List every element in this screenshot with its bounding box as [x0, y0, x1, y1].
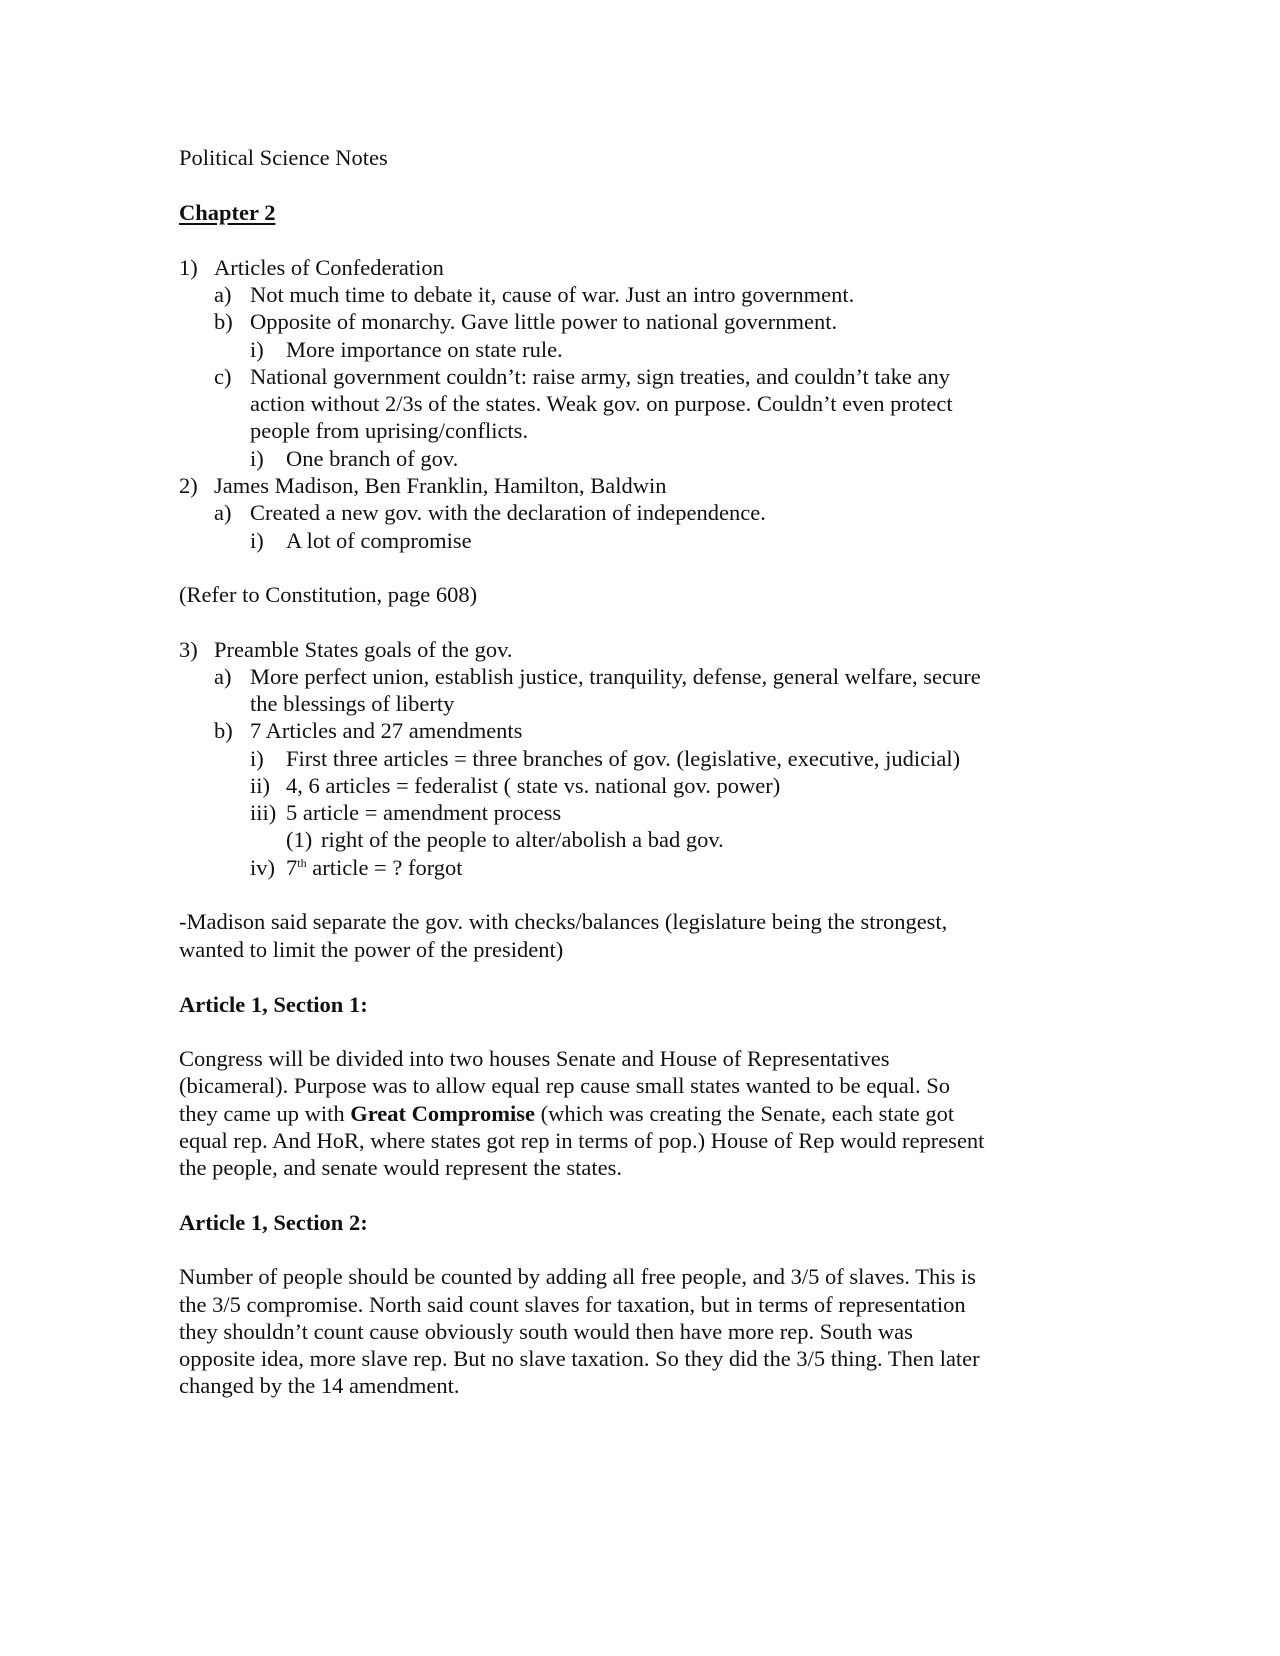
outline-item-text: Not much time to debate it, cause of war. Just an intro government. — [250, 282, 855, 307]
outline-marker: 1) — [179, 255, 198, 280]
outline-item-text: Preamble States goals of the gov. — [214, 637, 513, 662]
outline-marker: 2) — [179, 473, 198, 498]
text-run: (which was creating the Senate, each state got — [534, 1101, 955, 1126]
paragraph-line — [179, 1100, 954, 1127]
outline-item-text: More importance on state rule. — [286, 337, 563, 362]
paragraph-line: the 3/5 compromise. North said count slaves for taxation, but in terms of representation — [179, 1292, 966, 1317]
item-text-remainder: article = ? forgot — [306, 855, 463, 880]
paragraph-line: equal rep. And HoR, where states got rep in terms of pop.) House of Rep would represent — [179, 1128, 985, 1153]
paragraph-line: -Madison said separate the gov. with checks/balances (legislature being the strongest, — [179, 909, 948, 934]
text-run: they came up with — [179, 1101, 351, 1126]
great-compromise-bold-term: Great Compromise — [350, 1101, 535, 1126]
outline-marker: b) — [214, 309, 233, 334]
outline-marker: c) — [214, 364, 232, 389]
paragraph-line: changed by the 14 amendment. — [179, 1373, 460, 1398]
outline-item-text-continued: action without 2/3s of the states. Weak gov. on purpose. Couldn’t even protect — [250, 391, 953, 416]
outline-marker: 3) — [179, 637, 198, 662]
outline-item-text: right of the people to alter/abolish a bad gov. — [321, 827, 724, 852]
outline-marker: ii) — [250, 773, 270, 798]
paragraph-line: Congress will be divided into two houses Senate and House of Representatives — [179, 1046, 890, 1071]
ordinal-suffix: th — [297, 856, 307, 870]
chapter-heading: Chapter 2 — [179, 200, 276, 225]
outline-marker: i) — [250, 528, 264, 553]
paragraph-line: opposite idea, more slave rep. But no slave taxation. So they did the 3/5 thing. Then later — [179, 1346, 980, 1371]
outline-marker: i) — [250, 746, 264, 771]
outline-item-text: A lot of compromise — [286, 528, 472, 553]
paragraph-line: they shouldn’t count cause obviously south would then have more rep. South was — [179, 1319, 913, 1344]
outline-item-text-continued: the blessings of liberty — [250, 691, 455, 716]
outline-marker: b) — [214, 718, 233, 743]
outline-marker: i) — [250, 337, 264, 362]
outline-marker: iv) — [250, 855, 275, 880]
refer-note: (Refer to Constitution, page 608) — [179, 582, 478, 607]
outline-marker: a) — [214, 664, 232, 689]
outline-item-text: First three articles = three branches of gov. (legislative, executive, judicial) — [286, 746, 961, 771]
outline-item-text: Opposite of monarchy. Gave little power to national government. — [250, 309, 838, 334]
paragraph-line: the people, and senate would represent the states. — [179, 1155, 622, 1180]
document-title: Political Science Notes — [179, 145, 388, 170]
outline-item-text: One branch of gov. — [286, 446, 459, 471]
outline-item-text — [286, 854, 463, 881]
paragraph-line: Number of people should be counted by adding all free people, and 3/5 of slaves. This is — [179, 1264, 976, 1289]
outline-item-text: Created a new gov. with the declaration of independence. — [250, 500, 766, 525]
outline-item-text-continued: people from uprising/conflicts. — [250, 418, 529, 443]
outline-item-text: 5 article = amendment process — [286, 800, 562, 825]
outline-marker: a) — [214, 500, 232, 525]
outline-item-text: Articles of Confederation — [214, 255, 444, 280]
paragraph-line: wanted to limit the power of the president) — [179, 937, 564, 962]
outline-item-text: More perfect union, establish justice, tranquility, defense, general welfare, secure — [250, 664, 981, 689]
outline-item-text: 4, 6 articles = federalist ( state vs. national gov. power) — [286, 773, 781, 798]
section-heading: Article 1, Section 2: — [179, 1210, 368, 1235]
ordinal-number: 7 — [286, 855, 298, 880]
outline-item-text: James Madison, Ben Franklin, Hamilton, Baldwin — [214, 473, 667, 498]
outline-marker: iii) — [250, 800, 277, 825]
outline-marker: a) — [214, 282, 232, 307]
section-heading: Article 1, Section 1: — [179, 992, 368, 1017]
outline-marker: i) — [250, 446, 264, 471]
outline-item-text: National government couldn’t: raise army, sign treaties, and couldn’t take any — [250, 364, 951, 389]
paragraph-line: (bicameral). Purpose was to allow equal rep cause small states wanted to be equal. So — [179, 1073, 951, 1098]
outline-item-text: 7 Articles and 27 amendments — [250, 718, 523, 743]
outline-marker: (1) — [286, 827, 313, 852]
